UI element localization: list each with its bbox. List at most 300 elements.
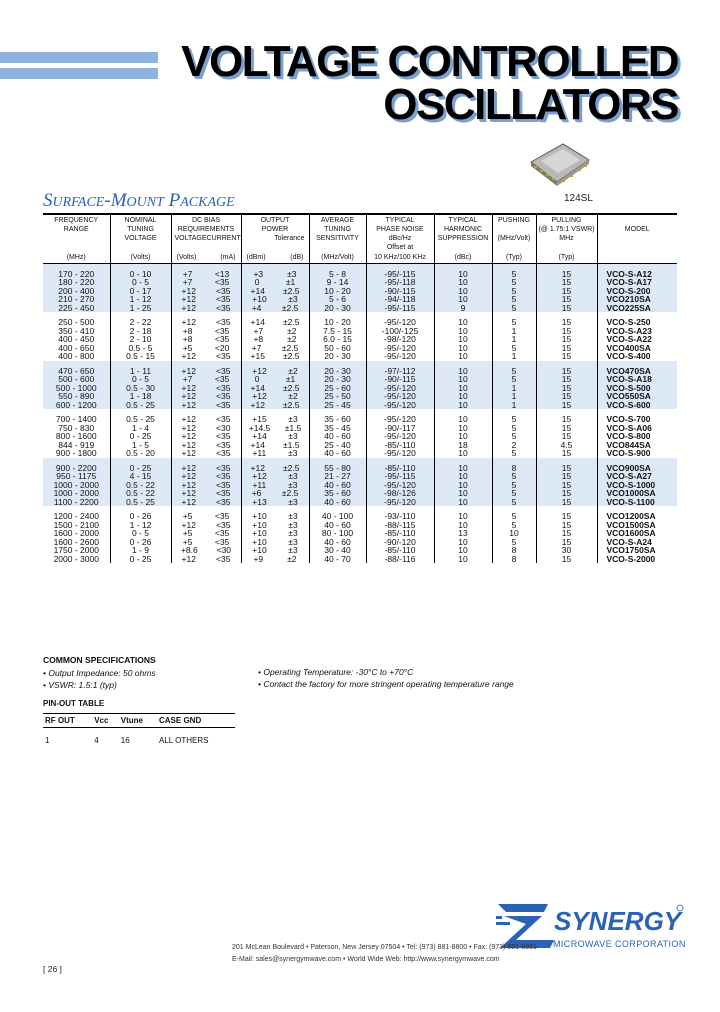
cell-sensitivity: 10 - 20 — [309, 318, 366, 327]
cell-harmonic: 10 — [434, 295, 492, 304]
cell-output-power: +12 ±2 — [241, 392, 309, 401]
footer-web: E-Mail: sales@synergymwave.com • World Wide Web: http://www.synergymwave.com — [232, 956, 500, 963]
cell-dc-bias: +12 <35 — [171, 401, 241, 410]
cell-output-power: +12 ±2.5 — [241, 464, 309, 473]
cell-pulling: 15 — [536, 555, 597, 564]
unit-phase-noise: 10 KHz/100 KHz — [366, 253, 434, 264]
cell-tuning-voltage: 0.5 - 22 — [110, 489, 171, 498]
cell-harmonic: 10 — [434, 344, 492, 353]
cell-phase-noise: -95/-115 — [366, 270, 434, 279]
cell-harmonic: 10 — [434, 327, 492, 336]
cell-pushing: 5 — [492, 318, 536, 327]
cell-output-power: +10 ±3 — [241, 529, 309, 538]
table-row — [43, 304, 677, 313]
cell-model: VCO-S-A17 — [597, 278, 677, 287]
cell-tuning-voltage: 0.5 - 25 — [110, 498, 171, 507]
cell-tuning-voltage: 2 - 22 — [110, 318, 171, 327]
unit-dc-bias: (Volts) (mA) — [171, 253, 241, 264]
cell-pulling: 15 — [536, 512, 597, 521]
cell-harmonic: 18 — [434, 441, 492, 450]
cell-model: VCO-S-800 — [597, 432, 677, 441]
cell-pushing: 5 — [492, 270, 536, 279]
cell-output-power: +4 ±2.5 — [241, 304, 309, 313]
cell-dc-bias: +12 <35 — [171, 555, 241, 564]
cell-pulling: 15 — [536, 318, 597, 327]
cell-harmonic: 13 — [434, 529, 492, 538]
logo-subtitle: MICROWAVE CORPORATION — [553, 939, 686, 949]
cell-frequency: 225 - 450 — [43, 304, 110, 313]
cell-harmonic: 10 — [434, 498, 492, 507]
cell-sensitivity: 50 - 60 — [309, 344, 366, 353]
cell-sensitivity: 30 - 40 — [309, 546, 366, 555]
cell-frequency: 1000 - 2000 — [43, 489, 110, 498]
cell-tuning-voltage: 0 - 26 — [110, 512, 171, 521]
cell-pushing: 1 — [492, 384, 536, 393]
col-head-pulling: PULLING (@ 1.75:1 VSWR) MHz — [536, 215, 597, 253]
cell-output-power: +14 ±2.5 — [241, 318, 309, 327]
cell-pushing: 5 — [492, 432, 536, 441]
cell-phase-noise: -88/-116 — [366, 555, 434, 564]
cell-phase-noise: -98/-126 — [366, 489, 434, 498]
cell-harmonic: 10 — [434, 287, 492, 296]
cell-sensitivity: 10 - 20 — [309, 287, 366, 296]
cell-phase-noise: -85/-110 — [366, 464, 434, 473]
cell-model: VCO1500SA — [597, 521, 677, 530]
cell-pulling: 15 — [536, 521, 597, 530]
cell-harmonic: 10 — [434, 538, 492, 547]
cell-phase-noise: -95/-120 — [366, 432, 434, 441]
cell-frequency: 180 - 220 — [43, 278, 110, 287]
cell-phase-noise: -98/-120 — [366, 335, 434, 344]
cell-sensitivity: 40 - 60 — [309, 498, 366, 507]
cell-pushing: 1 — [492, 327, 536, 336]
cell-pulling: 15 — [536, 295, 597, 304]
cell-sensitivity: 40 - 60 — [309, 538, 366, 547]
cell-harmonic: 10 — [434, 401, 492, 410]
pinout-heading: PIN-OUT TABLE — [43, 699, 105, 708]
cell-phase-noise: -94/-118 — [366, 295, 434, 304]
cell-tuning-voltage: 1 - 18 — [110, 392, 171, 401]
cell-sensitivity: 35 - 60 — [309, 489, 366, 498]
cell-phase-noise: -95/-120 — [366, 401, 434, 410]
cell-phase-noise: -95/-120 — [366, 449, 434, 458]
cell-sensitivity: 40 - 60 — [309, 521, 366, 530]
cell-model: VCO-S-600 — [597, 401, 677, 410]
cell-tuning-voltage: 0.5 - 20 — [110, 449, 171, 458]
cell-tuning-voltage: 0.5 - 25 — [110, 401, 171, 410]
common-specs-heading: COMMON SPECIFICATIONS — [43, 655, 156, 665]
cell-output-power: +11 ±3 — [241, 449, 309, 458]
unit-sensitivity: (MHz/Volt) — [309, 253, 366, 264]
cell-dc-bias: +12 <35 — [171, 352, 241, 361]
cell-frequency: 170 - 220 — [43, 270, 110, 279]
cell-phase-noise: -85/-110 — [366, 529, 434, 538]
cell-sensitivity: 40 - 60 — [309, 449, 366, 458]
cell-model: VCO1750SA — [597, 546, 677, 555]
cell-harmonic: 10 — [434, 432, 492, 441]
table-row — [43, 401, 677, 410]
cell-pushing: 8 — [492, 546, 536, 555]
spec-temperature: • Operating Temperature: -30°C to +70°C — [258, 667, 414, 677]
cell-frequency: 900 - 1800 — [55, 448, 97, 458]
table-row — [43, 352, 677, 361]
cell-output-power: +10 ±3 — [241, 538, 309, 547]
cell-pulling: 15 — [536, 498, 597, 507]
cell-output-power: +14 ±3 — [241, 432, 309, 441]
cell-dc-bias: +7 <35 — [171, 375, 241, 384]
cell-dc-bias: +8 <35 — [171, 327, 241, 336]
cell-dc-bias: +8.6 <30 — [171, 546, 241, 555]
cell-frequency: 844 - 919 — [58, 439, 95, 450]
cell-output-power: +15 ±2.5 — [241, 352, 309, 361]
cell-tuning-voltage: 0 - 5 — [110, 375, 171, 384]
cell-pushing: 5 — [492, 278, 536, 287]
cell-pushing: 5 — [492, 415, 536, 424]
cell-frequency: 950 - 1175 — [43, 472, 110, 481]
cell-phase-noise: -95/-118 — [366, 278, 434, 287]
cell-pulling: 15 — [536, 449, 597, 458]
cell-harmonic: 10 — [434, 489, 492, 498]
cell-frequency: 200 - 400 — [43, 287, 110, 296]
cell-pushing: 5 — [492, 304, 536, 313]
cell-pulling: 15 — [536, 327, 597, 336]
cell-pushing: 1 — [492, 335, 536, 344]
pin-vtune: 16 — [120, 736, 130, 745]
cell-pulling: 30 — [536, 546, 597, 555]
cell-model: VCO1000SA — [597, 489, 677, 498]
cell-output-power: +10 ±3 — [241, 521, 309, 530]
cell-frequency: 1600 - 2600 — [53, 536, 99, 547]
cell-tuning-voltage: 0 - 25 — [110, 464, 171, 473]
cell-pushing: 5 — [492, 472, 536, 481]
cell-frequency: 1600 - 2000 — [53, 528, 99, 538]
cell-pulling: 15 — [536, 489, 597, 498]
cell-harmonic: 10 — [434, 278, 492, 287]
cell-pulling: 15 — [536, 367, 597, 376]
unit-model — [597, 253, 677, 264]
cell-frequency: 750 - 830 — [58, 422, 95, 433]
cell-phase-noise: -100/-125 — [366, 327, 434, 336]
cell-phase-noise: -90/-117 — [366, 424, 434, 433]
cell-pushing: 1 — [492, 401, 536, 410]
cell-model: VCO-S-1100 — [597, 498, 677, 507]
col-head-output-power: OUTPUT POWER Tolerance — [241, 215, 309, 253]
pinout-header-row — [43, 714, 235, 728]
cell-phase-noise: -95/-120 — [366, 392, 434, 401]
cell-model: VCO844SA — [597, 441, 677, 450]
cell-pulling: 15 — [536, 375, 597, 384]
cell-output-power: +14 ±1.5 — [241, 441, 309, 450]
cell-harmonic: 10 — [434, 318, 492, 327]
pin-head-vtune: Vtune — [119, 714, 157, 728]
cell-output-power: +11 ±3 — [241, 481, 309, 490]
cell-pushing: 5 — [492, 481, 536, 490]
cell-model: VCO400SA — [597, 344, 677, 353]
page-number: [ 26 ] — [43, 964, 62, 974]
cell-tuning-voltage: 4 - 15 — [110, 472, 171, 481]
cell-sensitivity: 25 - 50 — [309, 392, 366, 401]
cell-frequency: 1100 - 2200 — [43, 498, 110, 507]
cell-pulling: 15 — [536, 344, 597, 353]
logo-wordmark: SYNERGY — [554, 906, 682, 936]
cell-pulling: 15 — [536, 304, 597, 313]
cell-sensitivity: 40 - 60 — [309, 432, 366, 441]
cell-pushing: 8 — [492, 464, 536, 473]
cell-phase-noise: -85/-110 — [366, 441, 434, 450]
col-head-tuning-voltage: NOMINAL TUNING VOLTAGE — [110, 215, 171, 253]
cell-pulling: 4.5 — [536, 441, 597, 450]
col-head-frequency: FREQUENCY RANGE — [54, 217, 99, 233]
cell-pulling: 15 — [536, 464, 597, 473]
cell-sensitivity: 20 - 30 — [309, 352, 366, 361]
cell-phase-noise: -90/-120 — [366, 538, 434, 547]
cell-harmonic: 10 — [434, 367, 492, 376]
cell-pulling: 15 — [536, 270, 597, 279]
spec-table-body — [43, 264, 677, 564]
cell-model: VCO900SA — [597, 464, 677, 473]
unit-pulling: (Typ) — [536, 253, 597, 264]
cell-phase-noise: -88/-115 — [366, 521, 434, 530]
cell-pulling: 15 — [536, 335, 597, 344]
footer-address: 201 McLean Boulevard • Paterson, New Jersey 07504 • Tel: (973) 881-8800 • Fax: (973) 881-8361 — [232, 944, 537, 951]
cell-model: VCO470SA — [597, 367, 677, 376]
cell-dc-bias: +12 <35 — [171, 304, 241, 313]
cell-model: VCO-S-1000 — [597, 481, 677, 490]
pin-head-vcc: Vcc — [92, 714, 119, 728]
cell-output-power: +14 ±2.5 — [241, 384, 309, 393]
spec-vswr: • VSWR: 1.5:1 (typ) — [43, 680, 117, 690]
cell-tuning-voltage: 0 - 26 — [110, 538, 171, 547]
pin-head-gnd: CASE GND — [157, 714, 235, 728]
cell-output-power: +8 ±2 — [241, 335, 309, 344]
cell-dc-bias: +7 <35 — [171, 278, 241, 287]
cell-harmonic: 10 — [434, 464, 492, 473]
cell-dc-bias: +12 <35 — [171, 287, 241, 296]
cell-sensitivity: 9 - 14 — [309, 278, 366, 287]
cell-output-power: 0 ±1 — [241, 278, 309, 287]
cell-pushing: 5 — [492, 295, 536, 304]
unit-output-power: (dBm) (dB) — [241, 253, 309, 264]
cell-tuning-voltage: 0.5 - 22 — [110, 481, 171, 490]
cell-dc-bias: +12 <35 — [171, 464, 241, 473]
cell-sensitivity: 40 - 100 — [309, 512, 366, 521]
cell-model: VCO-S-A18 — [597, 375, 677, 384]
pin-vcc: 4 — [94, 736, 99, 745]
cell-model: VCO-S-A27 — [597, 472, 677, 481]
section-title: SURFACE-MOUNT PACKAGE — [43, 190, 235, 211]
cell-sensitivity: 6.0 - 15 — [309, 335, 366, 344]
pin-rf: 1 — [45, 736, 50, 745]
cell-model: VCO550SA — [597, 392, 677, 401]
cell-tuning-voltage: 0.5 - 30 — [110, 384, 171, 393]
cell-pulling: 15 — [536, 432, 597, 441]
cell-harmonic: 10 — [434, 546, 492, 555]
cell-sensitivity: 40 - 60 — [309, 481, 366, 490]
cell-phase-noise: -95/-120 — [366, 318, 434, 327]
cell-pushing: 5 — [492, 424, 536, 433]
cell-frequency: 250 - 500 — [58, 317, 95, 327]
cell-tuning-voltage: 2 - 18 — [110, 327, 171, 336]
cell-tuning-voltage: 0 - 5 — [110, 529, 171, 538]
cell-pushing: 10 — [492, 529, 536, 538]
cell-output-power: +14 ±2.5 — [241, 287, 309, 296]
cell-frequency: 600 - 1200 — [43, 401, 110, 410]
cell-model: VCO-S-400 — [597, 352, 677, 361]
common-specs-right — [258, 666, 514, 690]
unit-frequency: (MHz) — [43, 253, 110, 264]
cell-sensitivity: 25 - 45 — [309, 401, 366, 410]
col-head-phase-noise: TYPICAL PHASE NOISE dBc/Hz Offset at — [366, 215, 434, 253]
cell-dc-bias: +12 <35 — [171, 481, 241, 490]
cell-model: VCO210SA — [597, 295, 677, 304]
cell-harmonic: 9 — [434, 304, 492, 313]
cell-harmonic: 10 — [434, 424, 492, 433]
cell-tuning-voltage: 1 - 4 — [110, 424, 171, 433]
part-label: 124SL — [564, 193, 593, 204]
pinout-row — [43, 728, 235, 749]
cell-model: VCO-S-A22 — [597, 335, 677, 344]
cell-tuning-voltage: 0 - 17 — [110, 287, 171, 296]
cell-model: VCO-S-250 — [597, 318, 677, 327]
cell-pushing: 5 — [492, 344, 536, 353]
cell-phase-noise: -97/-112 — [366, 367, 434, 376]
pin-head-rf: RF OUT — [43, 714, 92, 728]
spec-table — [43, 215, 677, 563]
cell-frequency: 400 - 800 — [58, 351, 95, 361]
cell-pushing: 5 — [492, 498, 536, 507]
cell-tuning-voltage: 1 - 11 — [110, 367, 171, 376]
header-accent-bar-2 — [0, 68, 158, 79]
cell-pushing: 5 — [492, 512, 536, 521]
cell-sensitivity: 40 - 70 — [309, 555, 366, 564]
spec-impedance: • Output Impedance: 50 ohms — [43, 668, 156, 678]
cell-dc-bias: +12 <35 — [171, 295, 241, 304]
header-row — [43, 215, 677, 253]
col-head-harmonic: TYPICAL HARMONIC SUPPRESSION — [434, 215, 492, 253]
cell-output-power: +7 ±2.5 — [241, 344, 309, 353]
cell-phase-noise: -95/-115 — [366, 304, 434, 313]
cell-dc-bias: +12 <35 — [171, 318, 241, 327]
col-head-tuning-sensitivity: AVERAGE TUNING SENSITIVITY — [309, 215, 366, 253]
cell-model: VCO-S-200 — [597, 287, 677, 296]
cell-sensitivity: 35 - 45 — [309, 424, 366, 433]
cell-output-power: +3 ±3 — [241, 270, 309, 279]
table-row — [43, 555, 677, 564]
cell-output-power: +10 ±3 — [241, 512, 309, 521]
unit-harmonic: (dBc) — [434, 253, 492, 264]
cell-tuning-voltage: 0.5 - 15 — [110, 352, 171, 361]
cell-tuning-voltage: 0.5 - 25 — [110, 415, 171, 424]
cell-sensitivity: 35 - 60 — [309, 415, 366, 424]
cell-tuning-voltage: 2 - 10 — [110, 335, 171, 344]
cell-output-power: 0 ±1 — [241, 375, 309, 384]
cell-model: VCO-S-A06 — [597, 424, 677, 433]
cell-sensitivity: 55 - 80 — [309, 464, 366, 473]
cell-phase-noise: -95/-120 — [366, 352, 434, 361]
header-accent-bar-1 — [0, 52, 158, 63]
table-row — [43, 449, 677, 458]
cell-output-power: +13 ±3 — [241, 498, 309, 507]
cell-phase-noise: -95/-120 — [366, 384, 434, 393]
cell-sensitivity: 20 - 30 — [309, 375, 366, 384]
cell-dc-bias: +12 <35 — [171, 521, 241, 530]
cell-harmonic: 10 — [434, 392, 492, 401]
page-title-line1: VOLTAGE CONTROLLED — [181, 37, 678, 86]
cell-output-power: +12 ±3 — [241, 472, 309, 481]
cell-dc-bias: +12 <35 — [171, 367, 241, 376]
cell-pushing: 5 — [492, 375, 536, 384]
cell-phase-noise: -90/-115 — [366, 287, 434, 296]
cell-pulling: 15 — [536, 352, 597, 361]
cell-dc-bias: +12 <30 — [171, 424, 241, 433]
chip-package-image — [529, 138, 591, 188]
cell-dc-bias: +12 <35 — [171, 449, 241, 458]
cell-sensitivity: 21 - 27 — [309, 472, 366, 481]
cell-tuning-voltage: 0 - 5 — [110, 278, 171, 287]
cell-frequency: 210 - 270 — [43, 295, 110, 304]
cell-tuning-voltage: 1 - 12 — [110, 295, 171, 304]
cell-pulling: 15 — [536, 481, 597, 490]
cell-harmonic: 10 — [434, 270, 492, 279]
cell-harmonic: 10 — [434, 384, 492, 393]
cell-output-power: +15 ±3 — [241, 415, 309, 424]
cell-dc-bias: +5 <20 — [171, 344, 241, 353]
cell-pushing: 1 — [492, 392, 536, 401]
cell-model: VCO-S-A23 — [597, 327, 677, 336]
cell-model: VCO-S-500 — [597, 384, 677, 393]
cell-frequency: 350 - 410 — [58, 325, 95, 336]
cell-pulling: 15 — [536, 424, 597, 433]
cell-output-power: +6 ±2.5 — [241, 489, 309, 498]
cell-tuning-voltage: 1 - 12 — [110, 521, 171, 530]
cell-frequency: 550 - 890 — [43, 392, 110, 401]
cell-model: VCO-S-2000 — [597, 555, 677, 564]
cell-harmonic: 10 — [434, 512, 492, 521]
cell-tuning-voltage: 1 - 9 — [110, 546, 171, 555]
cell-pulling: 15 — [536, 472, 597, 481]
cell-tuning-voltage: 0.5 - 5 — [110, 344, 171, 353]
cell-harmonic: 10 — [434, 521, 492, 530]
cell-frequency: 470 - 650 — [43, 367, 110, 376]
cell-pulling: 15 — [536, 287, 597, 296]
col-head-pushing: PUSHING (MHz/Volt) — [492, 215, 536, 253]
cell-frequency: 400 - 450 — [58, 334, 95, 344]
cell-sensitivity: 20 - 30 — [309, 304, 366, 313]
cell-phase-noise: -90/-115 — [366, 375, 434, 384]
cell-output-power: +12 ±2 — [241, 367, 309, 376]
cell-dc-bias: +12 <35 — [171, 384, 241, 393]
cell-phase-noise: -95/-120 — [366, 498, 434, 507]
cell-sensitivity: 5 - 6 — [309, 295, 366, 304]
cell-tuning-voltage: 1 - 25 — [110, 304, 171, 313]
cell-phase-noise: -93/-110 — [366, 512, 434, 521]
cell-model: VCO1200SA — [597, 512, 677, 521]
cell-pushing: 5 — [492, 449, 536, 458]
cell-harmonic: 10 — [434, 472, 492, 481]
cell-pushing: 5 — [492, 367, 536, 376]
cell-pushing: 8 — [492, 555, 536, 564]
cell-dc-bias: +12 <35 — [171, 432, 241, 441]
cell-dc-bias: +12 <35 — [171, 498, 241, 507]
cell-dc-bias: +12 <35 — [171, 392, 241, 401]
col-head-dc-bias: DC BIAS REQUIREMENTS VOLTAGE CURRENT — [171, 215, 241, 253]
cell-output-power: +10 ±3 — [241, 546, 309, 555]
cell-sensitivity: 80 - 100 — [309, 529, 366, 538]
cell-phase-noise: -85/-110 — [366, 546, 434, 555]
cell-frequency: 1200 - 2400 — [53, 511, 99, 521]
cell-dc-bias: +12 <35 — [171, 415, 241, 424]
cell-phase-noise: -95/-115 — [366, 472, 434, 481]
